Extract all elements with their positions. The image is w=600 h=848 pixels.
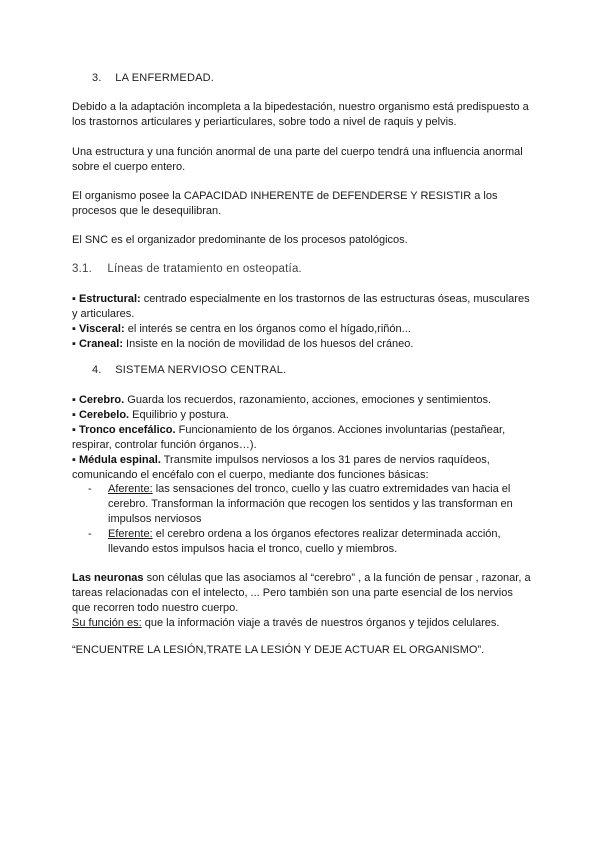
closing-quote: “ENCUENTRE LA LESIÓN,TRATE LA LESIÓN Y DEJE ACTUAR EL ORGANISMO”. — [72, 644, 485, 656]
list-item-estructural — [72, 292, 532, 322]
term: Médula espinal. — [78, 454, 161, 466]
item-text: Transmite impulsos nerviosos a los 31 pares de nervios raquídeos, comunicando el encéfalo con el cuerpo, mediante dos funciones básicas: — [72, 454, 490, 481]
section-heading-3-1 — [72, 262, 532, 277]
item-text: el cerebro ordena a los órganos efectores realizar determinada acción, llevando estos impulsos hacia el tronco, cuello y miembros. — [108, 528, 501, 555]
function-text: que la información viaje a través de nuestros órganos y tejidos celulares. — [141, 617, 500, 629]
list-item-visceral — [72, 322, 532, 337]
section-number: 3.1. — [72, 263, 92, 275]
paragraph-snc: El SNC es el organizador predominante de los procesos patológicos. — [72, 234, 408, 246]
item-text: Funcionamiento de los órganos. Acciones involuntarias (pestañear, respirar, controlar función órganos…). — [72, 424, 506, 451]
term: Estructural: — [78, 293, 141, 305]
neurons-paragraph — [72, 571, 532, 631]
item-text: centrado especialmente en los trastornos de las estructuras óseas, musculares y articulares. — [72, 293, 530, 320]
list-item-tronco — [72, 423, 532, 453]
bullet: ▪ — [72, 323, 76, 335]
item-text: Equilibrio y postura. — [129, 409, 229, 421]
section-title: Líneas de tratamiento en osteopatía. — [107, 263, 302, 275]
dash: - — [88, 528, 92, 540]
item-text: el interés se centra en los órganos como el hígado,riñón... — [124, 323, 411, 335]
list-item-craneal — [72, 337, 532, 352]
term: Eferente: — [108, 528, 153, 540]
item-text: las sensaciones del tronco, cuello y las cuatro extremidades van hacia el cerebro. Transforman la información que recogen los sentidos y las transforman en impulsos nerviosos — [108, 483, 513, 525]
list-item-cerebelo — [72, 408, 532, 423]
dash: - — [88, 483, 92, 495]
bullet: ▪ — [72, 424, 76, 436]
term: Tronco encefálico. — [78, 424, 176, 436]
function-label: Su función es: — [72, 617, 142, 629]
list-item-medula — [72, 453, 532, 483]
term: Aferente: — [108, 483, 153, 495]
neurons-text: son células que las asociamos al “cerebro” , a la función de pensar , razonar, a tareas relacionadas con el intelecto, ... Pero también son una parte esencial de los nervios que recorren todo nuestro cuerpo. — [72, 572, 531, 614]
list-item-eferente — [88, 527, 528, 557]
section-title: SISTEMA NERVIOSO CENTRAL. — [115, 364, 287, 376]
list-item-cerebro — [72, 393, 532, 408]
term: Craneal: — [78, 338, 123, 350]
term: Cerebro. — [78, 394, 125, 406]
bullet: ▪ — [72, 409, 76, 421]
section-title: LA ENFERMEDAD. — [115, 72, 215, 84]
bullet: ▪ — [72, 394, 76, 406]
term: Visceral: — [78, 323, 125, 335]
item-text: Insiste en la noción de movilidad de los huesos del cráneo. — [123, 338, 414, 350]
paragraph-estructura: Una estructura y una función anormal de una parte del cuerpo tendrá una influencia anormal sobre el cuerpo entero. — [72, 146, 523, 173]
neurons-description — [72, 571, 532, 616]
section-heading-3 — [92, 71, 552, 86]
term: Las neuronas — [72, 572, 144, 584]
paragraph-bipedestacion: Debido a la adaptación incompleta a la bipedestación, nuestro organismo está predispuesto a los trastornos articulares y periarticulares, sobre todo a nivel de raquis y pelvis. — [72, 101, 529, 128]
list-item-aferente — [88, 482, 528, 527]
section-number: 3. — [92, 72, 102, 84]
bullet: ▪ — [72, 293, 76, 305]
cns-list — [72, 393, 532, 483]
section-number: 4. — [92, 364, 102, 376]
section-heading-4 — [92, 363, 552, 378]
term: Cerebelo. — [78, 409, 130, 421]
treatment-lines-list — [72, 292, 532, 352]
spinal-functions-list — [88, 482, 528, 557]
item-text: Guarda los recuerdos, razonamiento, acciones, emociones y sentimientos. — [124, 394, 492, 406]
bullet: ▪ — [72, 454, 76, 466]
bullet: ▪ — [72, 338, 76, 350]
paragraph-capacidad: El organismo posee la CAPACIDAD INHERENTE de DEFENDERSE Y RESISTIR a los procesos que le desequilibran. — [72, 190, 498, 217]
neurons-function — [72, 616, 532, 631]
